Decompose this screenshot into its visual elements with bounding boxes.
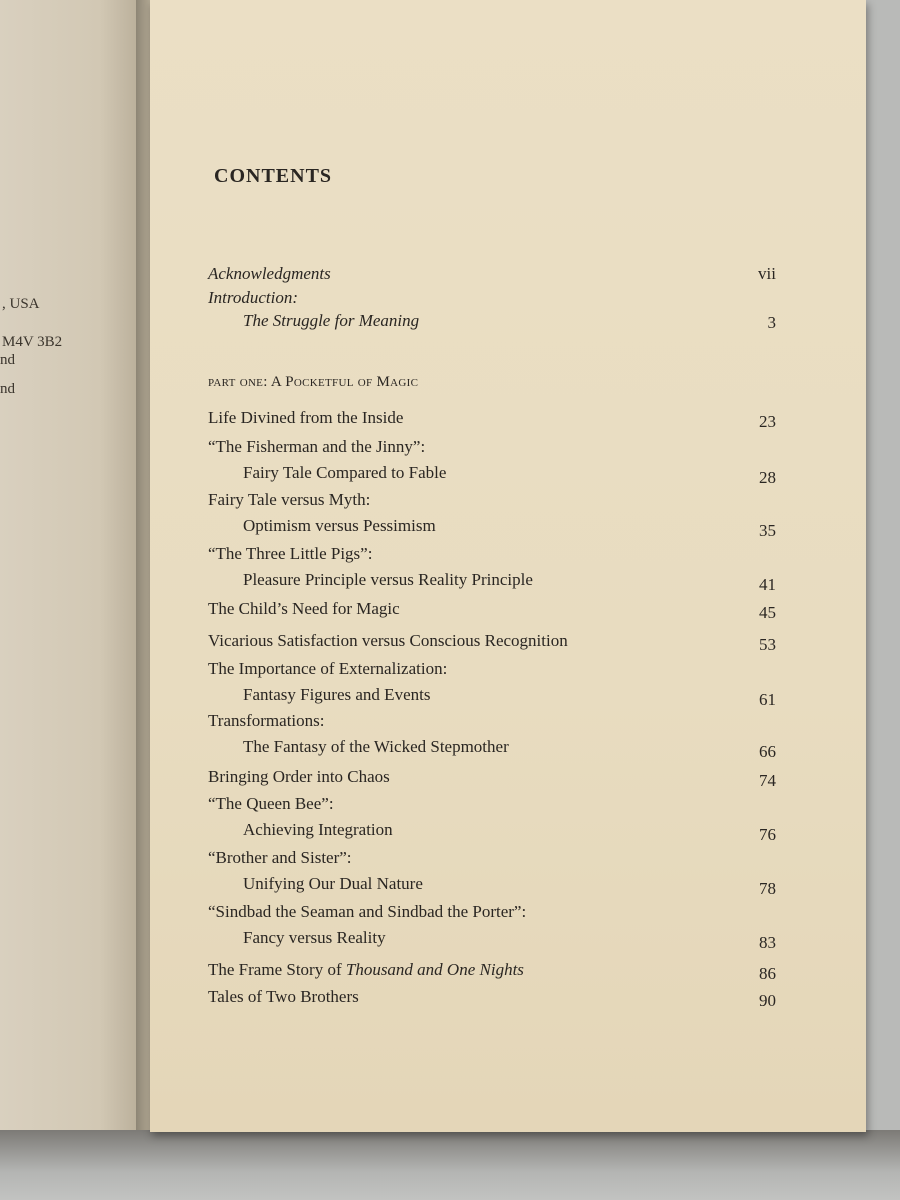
entry-page: 23 — [759, 412, 776, 431]
entry-title — [208, 794, 334, 814]
entry-title — [208, 490, 370, 510]
entry-title — [208, 902, 526, 922]
entry-title-text: “The Three Little Pigs”: — [208, 544, 373, 563]
entry-page: 90 — [759, 991, 776, 1010]
entry-title: Acknowledgments — [208, 264, 331, 283]
entry-page: 78 — [759, 879, 776, 898]
entry-subtitle: Fancy versus Reality — [243, 928, 386, 947]
entry-title-italic: Thousand and One Nights — [345, 960, 524, 979]
entry-subtitle: The Struggle for Meaning — [243, 311, 420, 330]
entry-page: 61 — [759, 690, 776, 709]
entry-page: 41 — [759, 575, 776, 594]
entry-subtitle: Fantasy Figures and Events — [243, 685, 431, 704]
entry-page: 76 — [759, 825, 776, 844]
entry-title — [208, 437, 425, 457]
entry-title — [208, 960, 524, 980]
entry-title-text: The Importance of Externalization: — [208, 659, 448, 678]
entry-page: 66 — [759, 742, 776, 761]
entry-title — [208, 848, 352, 868]
entry-page: 86 — [759, 964, 776, 983]
table-surface — [0, 1130, 900, 1200]
entry-subtitle: Unifying Our Dual Nature — [243, 874, 423, 893]
entry-title-text: Life Divined from the Inside — [208, 408, 404, 427]
entry-title — [208, 987, 359, 1007]
entry-title-text: “The Queen Bee”: — [208, 794, 334, 813]
left-page-text: nd — [0, 352, 15, 368]
entry-page: 74 — [759, 771, 776, 790]
entry-page: 3 — [767, 313, 776, 332]
entry-title — [208, 711, 325, 731]
entry-title-text: Fairy Tale versus Myth: — [208, 490, 371, 509]
entry-page: 83 — [759, 933, 776, 952]
entry-page: 53 — [759, 635, 776, 654]
page-title: CONTENTS — [214, 165, 333, 187]
entry-title — [208, 767, 390, 787]
left-page-text: , USA — [2, 296, 40, 312]
left-page-text: nd — [0, 381, 15, 397]
entry-subtitle: The Fantasy of the Wicked Stepmother — [243, 737, 509, 756]
entry-title — [208, 544, 372, 564]
entry-title-text: “Sindbad the Seaman and Sindbad the Porter”: — [208, 902, 527, 921]
entry-title: Introduction: — [208, 288, 299, 307]
left-page-text: M4V 3B2 — [2, 334, 63, 350]
entry-subtitle: Fairy Tale Compared to Fable — [243, 463, 447, 482]
entry-subtitle: Achieving Integration — [243, 820, 393, 839]
entry-title — [208, 659, 447, 679]
entry-title — [208, 599, 400, 619]
entry-subtitle: Pleasure Principle versus Reality Principle — [243, 570, 533, 589]
entry-title-text: Transformations: — [208, 711, 325, 730]
entry-title — [208, 408, 403, 428]
entry-subtitle: Optimism versus Pessimism — [243, 516, 436, 535]
entry-page: 45 — [759, 603, 776, 622]
part-heading: part one: A Pocketful of Magic — [208, 374, 419, 390]
entry-title-text: Vicarious Satisfaction versus Conscious Recognition — [208, 631, 568, 650]
entry-title-text: “The Fisherman and the Jinny”: — [208, 437, 426, 456]
entry-title-text: Bringing Order into Chaos — [208, 767, 390, 786]
entry-title-text: Tales of Two Brothers — [208, 987, 359, 1006]
entry-title-text: “Brother and Sister”: — [208, 848, 352, 867]
entry-page: 28 — [759, 468, 776, 487]
entry-page: vii — [758, 264, 776, 283]
left-page — [0, 0, 142, 1140]
entry-title — [208, 631, 568, 651]
entry-page: 35 — [759, 521, 776, 540]
entry-title-text: The Frame Story of — [208, 960, 346, 979]
entry-title-text: The Child’s Need for Magic — [208, 599, 400, 618]
